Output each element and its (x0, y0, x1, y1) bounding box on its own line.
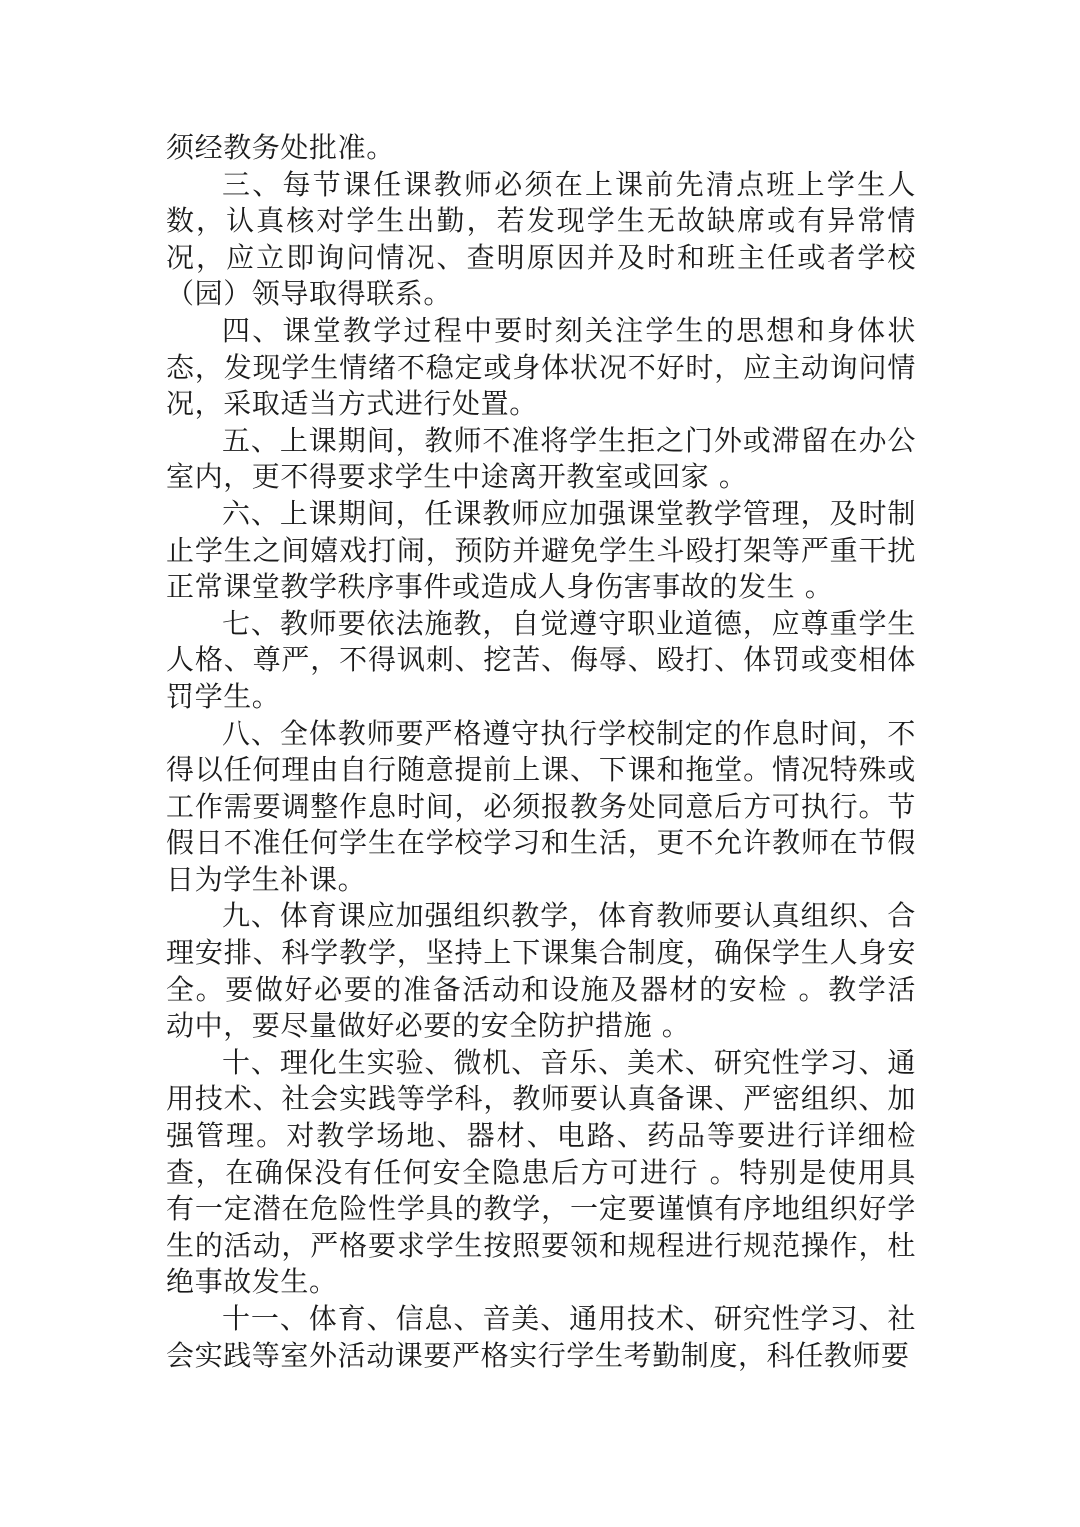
paragraph-item-10: 十、理化生实验、微机、音乐、美术、研究性学习、通用技术、社会实践等学科，教师要认真备课、严密组织、加强管理。对教学场地、器材、电路、药品等要进行详细检查，在确保没有任何安全隐患后方可进行 。特别是使用具有一定潜在危险性学具的教学，一定要谨慎有序地组织好学生的活动，严格要求学生按照要领和规程进行规范操作，杜绝事故发生。 (166, 1045, 916, 1299)
paragraph-item-9: 九、体育课应加强组织教学，体育教师要认真组织、合理安排、科学教学，坚持上下课集合制度，确保学生人身安全。要做好必要的准备活动和设施及器材的安检 。教学活动中，要尽量做好必要的安全防护措施 。 (166, 899, 916, 1043)
paragraph-item-5: 五、上课期间，教师不准将学生拒之门外或滞留在办公室内，更不得要求学生中途离开教室或回家 。 (166, 423, 916, 494)
paragraph-continuation: 须经教务处批准。 (166, 131, 395, 164)
paragraph-item-3: 三、每节课任课教师必须在上课前先清点班上学生人数，认真核对学生出勤，若发现学生无故缺席或有异常情况，应立即询问情况、查明原因并及时和班主任或者学校（园）领导取得联系。 (166, 167, 916, 311)
paragraph-item-4: 四、课堂教学过程中要时刻关注学生的思想和身体状态，发现学生情绪不稳定或身体状况不好时，应主动询问情况，采取适当方式进行处置。 (166, 313, 916, 421)
paragraph-item-6: 六、上课期间，任课教师应加强课堂教学管理，及时制止学生之间嬉戏打闹，预防并避免学生斗殴打架等严重干扰正常课堂教学秩序事件或造成人身伤害事故的发生 。 (166, 496, 916, 604)
document-body (166, 130, 916, 1374)
paragraph-item-8: 八、全体教师要严格遵守执行学校制定的作息时间，不得以任何理由自行随意提前上课、下课和拖堂。情况特殊或工作需要调整作息时间，必须报教务处同意后方可执行。节假日不准任何学生在学校学习和生活，更不允许教师在节假日为学生补课。 (166, 716, 916, 896)
paragraph-item-7: 七、教师要依法施教，自觉遵守职业道德，应尊重学生人格、尊严，不得讽刺、挖苦、侮辱、殴打、体罚或变相体罚学生。 (166, 606, 916, 713)
paragraph-item-11: 十一、体育、信息、音美、通用技术、研究性学习、社会实践等室外活动课要严格实行学生考勤制度，科任教师要 (166, 1302, 916, 1372)
